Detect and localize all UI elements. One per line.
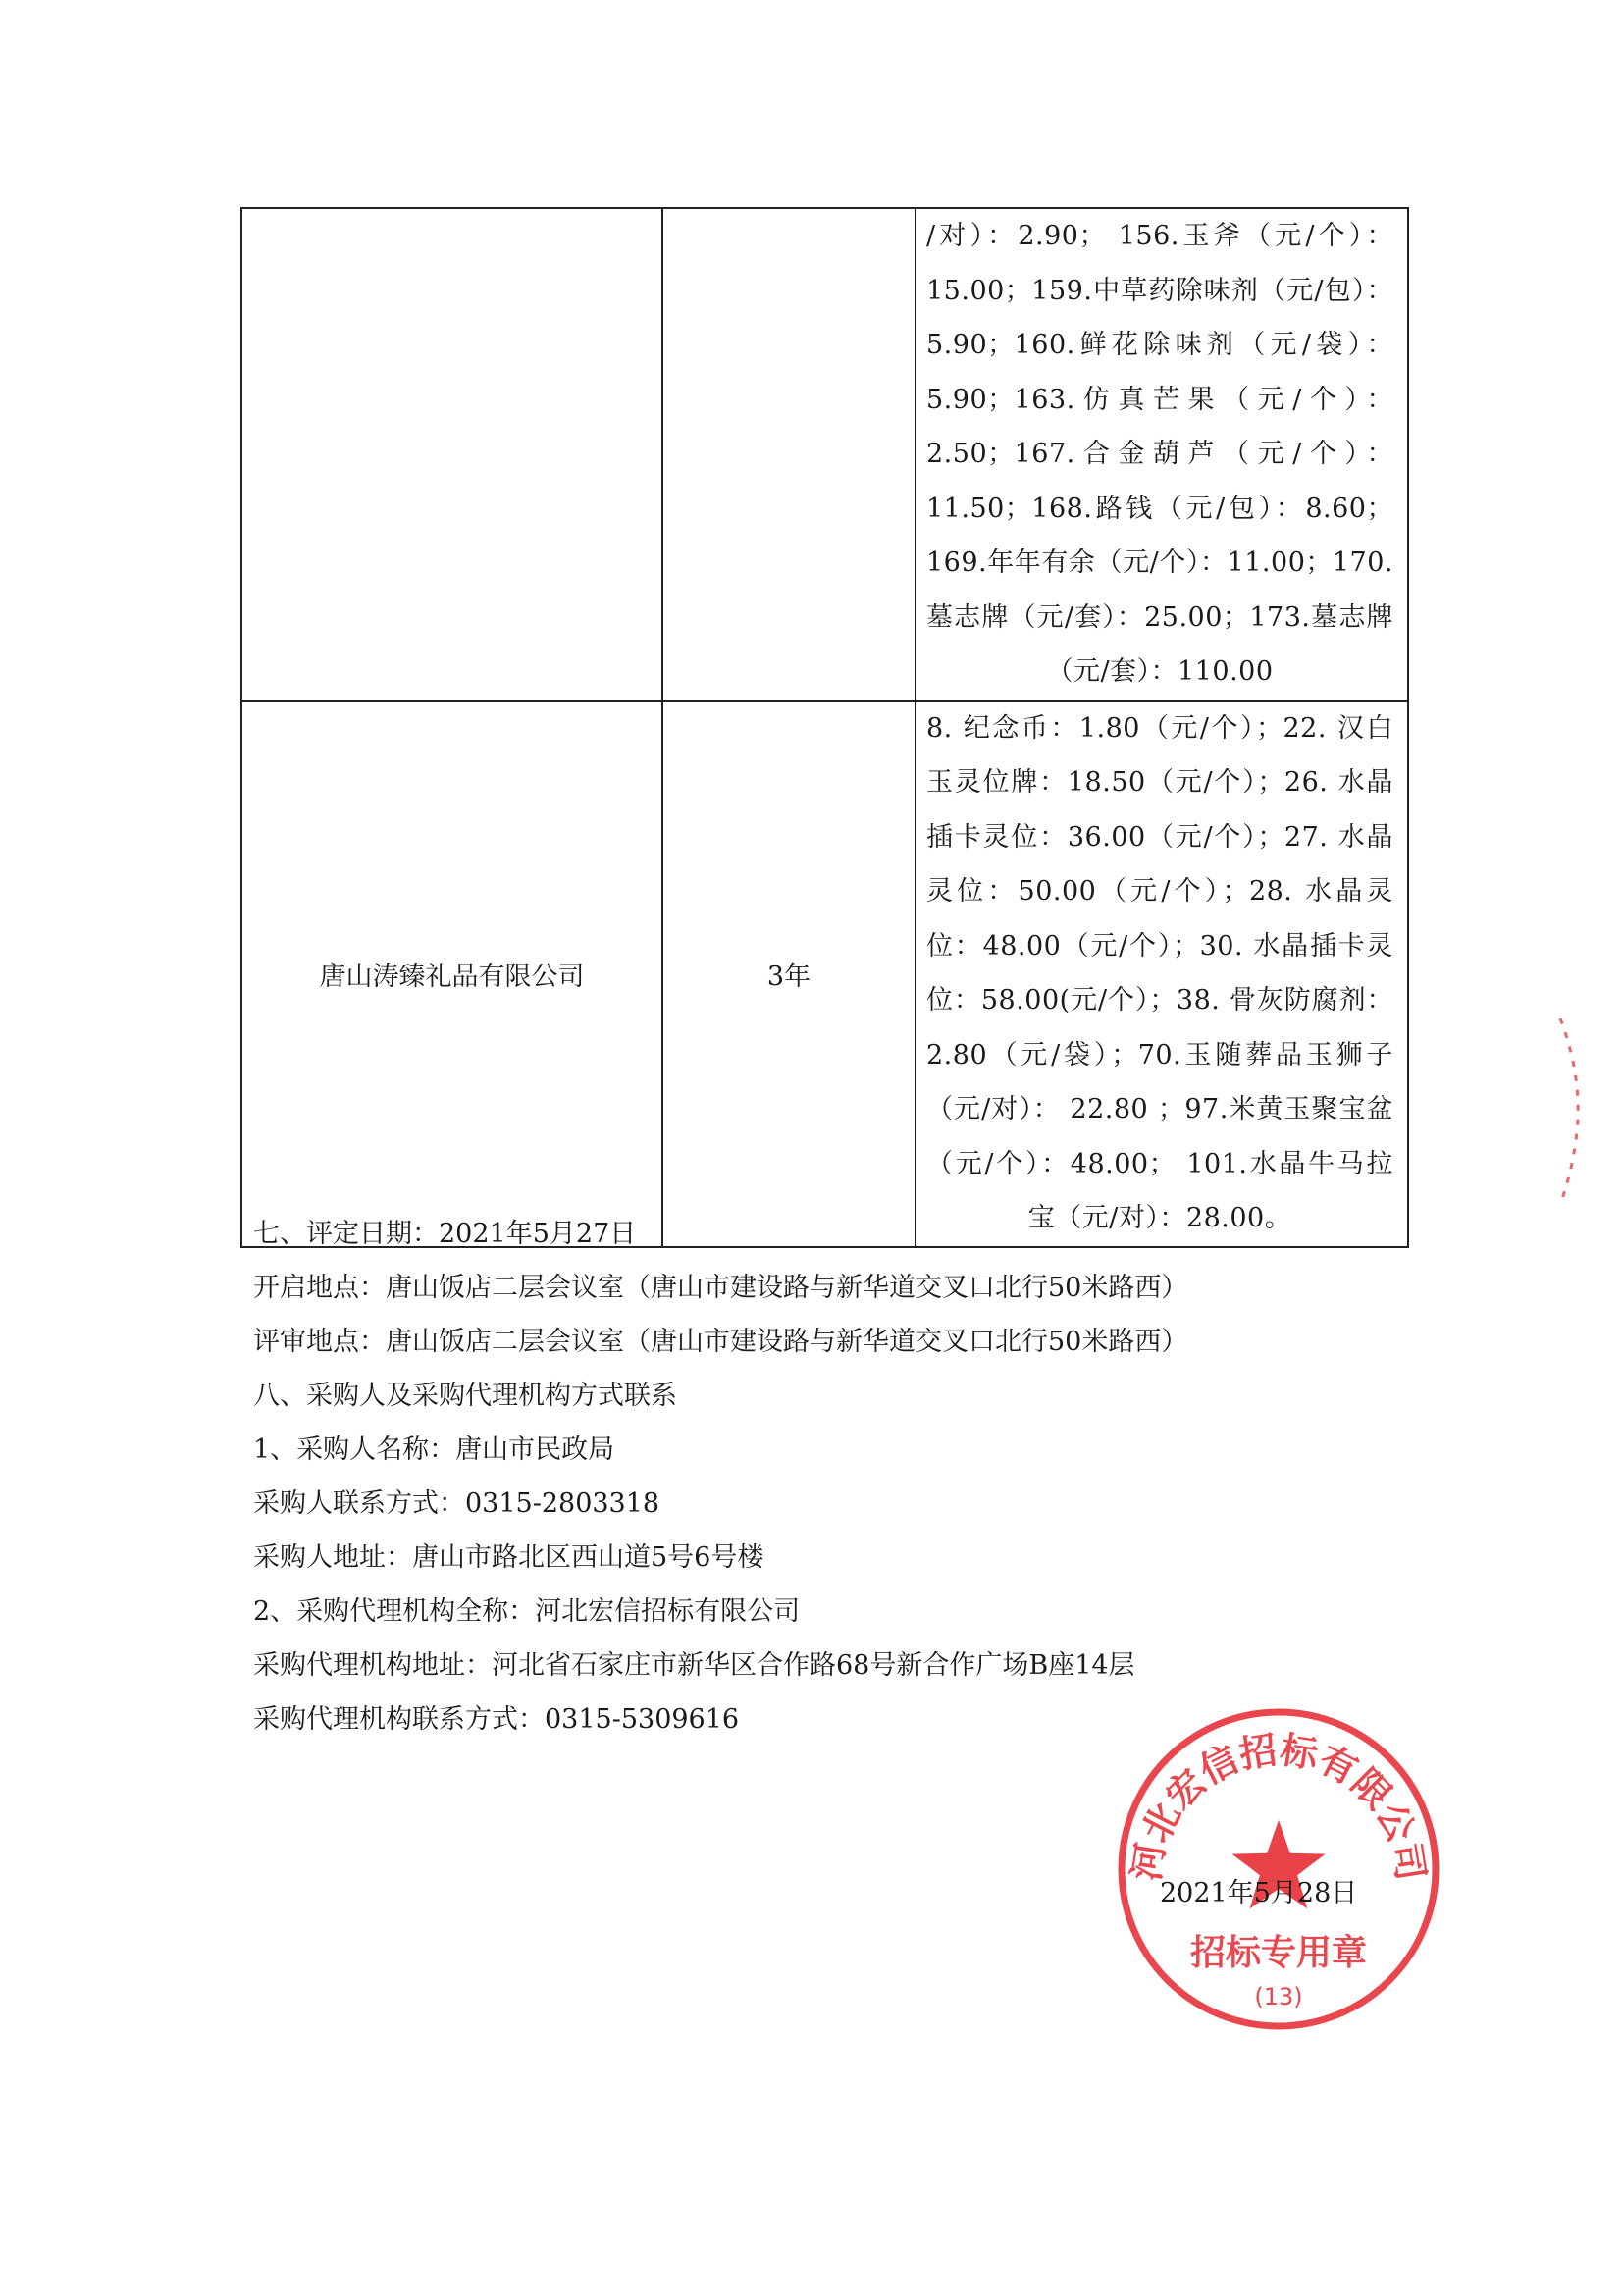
agency-phone-line: 采购代理机构联系方式：0315-5309616 [253, 1704, 740, 1735]
signature-date: 2021年5月28日 [1160, 1878, 1358, 1908]
items-text: 8. 纪念币：1.80（元/个）；22. 汉白玉灵位牌：18.50（元/个）；26. 水晶插卡灵位：36.00（元/个）；27. 水晶灵位：50.00（元/个）；28. 水晶灵位：48.00（元/个）；30. 水晶插卡灵位：58.00(元/个）；38. 骨灰防腐剂：2.80（元/袋）；70.玉随葬品玉狮子（元/对）： 22.80 ；97.米黄玉聚宝盆（元/个）：48.00； 101.水晶牛马拉宝（元/对）：28.00。 [926, 712, 1393, 1233]
items-cell [916, 701, 1408, 1247]
seal-number-text: (13) [1254, 1983, 1303, 2010]
purchaser-name-line: 1、采购人名称：唐山市民政局 [253, 1435, 615, 1465]
term-cell [662, 208, 916, 701]
seal-company-text: 河北宏信招标有限公司 [1124, 1728, 1434, 1884]
opening-location-line: 开启地点：唐山饭店二层会议室（唐山市建设路与新华道交叉口北行50米路西） [253, 1273, 1188, 1303]
table-row [241, 701, 1408, 1247]
info-section [253, 1207, 1187, 1747]
company-cell [241, 208, 662, 701]
purchaser-phone-line: 采购人联系方式：0315-2803318 [253, 1488, 660, 1519]
seal-edge-mark [1541, 1011, 1599, 1207]
term-cell: 3年 [662, 701, 916, 1247]
contacts-heading: 八、采购人及采购代理机构方式联系 [253, 1381, 677, 1411]
table-row [241, 208, 1408, 701]
seal-purpose-text: 招标专用章 [1189, 1933, 1368, 1973]
company-cell: 唐山涛臻礼品有限公司 [241, 701, 662, 1247]
review-location-line: 评审地点：唐山饭店二层会议室（唐山市建设路与新华道交叉口北行50米路西） [253, 1327, 1188, 1357]
items-text: /对）：2.90； 156.玉斧（元/个）：15.00；159.中草药除味剂（元/包）：5.90；160.鲜花除味剂（元/袋）：5.90；163.仿真芒果（元/个）：2.50；167.合金葫芦（元/个）：11.50；168.路钱（元/包）：8.60；169.年年有余（元/个）：11.00；170.墓志牌（元/套）：25.00；173.墓志牌（元/套）：110.00 [926, 221, 1393, 687]
evaluation-date-line: 七、评定日期：2021年5月27日 [253, 1219, 637, 1249]
agency-address-line: 采购代理机构地址：河北省石家庄市新华区合作路68号新合作广场B座14层 [253, 1650, 1135, 1681]
items-cell [916, 208, 1408, 701]
price-table [240, 207, 1409, 1248]
agency-name-line: 2、采购代理机构全称：河北宏信招标有限公司 [253, 1596, 801, 1627]
company-seal [1117, 1707, 1440, 2031]
purchaser-address-line: 采购人地址：唐山市路北区西山道5号6号楼 [253, 1542, 764, 1573]
